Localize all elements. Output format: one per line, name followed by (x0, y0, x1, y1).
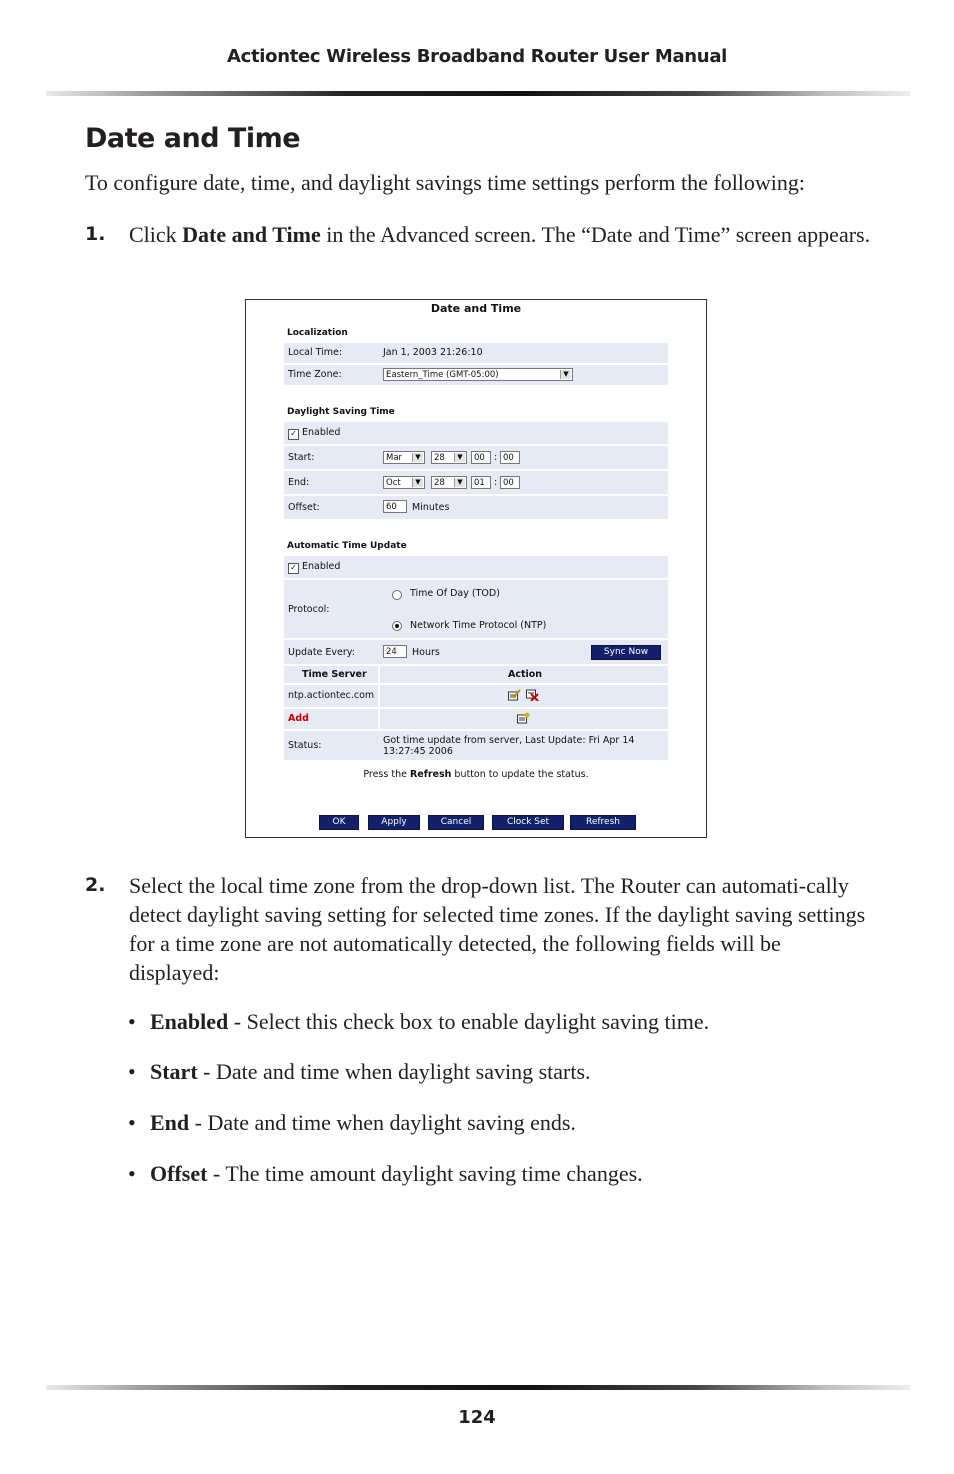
refresh-note: Press the Refresh button to update the status. (363, 769, 589, 780)
chevron-down-icon: ▼ (412, 478, 423, 487)
add-row (284, 709, 668, 731)
step-2 (85, 871, 875, 987)
step-number: 1. (85, 223, 106, 245)
auto-enabled-checkbox[interactable]: ✓ (288, 563, 299, 574)
local-time-row: Local Time: Jan 1, 2003 21:26:10 (284, 343, 668, 365)
dst-end-row: End: Oct ▼ 28 ▼ 01 : 00 (284, 471, 668, 496)
auto-update-heading: Automatic Time Update (287, 541, 407, 551)
tod-radio[interactable] (392, 590, 402, 600)
localization-heading: Localization (287, 328, 348, 338)
dst-offset-row: Offset: 60 Minutes (284, 496, 668, 521)
end-day-select[interactable]: 28 ▼ (431, 476, 467, 489)
add-server-icon[interactable] (517, 712, 530, 723)
ntp-radio[interactable] (392, 621, 402, 631)
chevron-down-icon: ▼ (560, 370, 571, 379)
clock-set-button[interactable]: Clock Set (492, 815, 564, 830)
time-zone-row: Time Zone: Eastern_Time (GMT-05:00) ▼ (284, 365, 668, 387)
dst-enabled-checkbox[interactable]: ✓ (288, 429, 299, 440)
bullet-start: • Start - Date and time when daylight saving starts. (128, 1059, 591, 1084)
bullet-end: • End - Date and time when daylight saving ends. (128, 1110, 576, 1135)
chevron-down-icon: ▼ (454, 453, 465, 462)
dst-heading: Daylight Saving Time (287, 407, 395, 417)
bullet-enabled: • Enabled - Select this check box to enable daylight saving time. (128, 1009, 710, 1034)
footer-rule (46, 1385, 910, 1390)
delete-icon[interactable] (526, 689, 539, 700)
update-every-input[interactable]: 24 (383, 645, 407, 658)
dst-start-row: Start: Mar ▼ 28 ▼ 00 : 00 (284, 446, 668, 471)
edit-icon[interactable] (508, 689, 521, 700)
start-hour-input[interactable]: 00 (471, 451, 491, 464)
start-minute-input[interactable]: 00 (500, 451, 520, 464)
step-text: Click Date and Time in the Advanced screen. The “Date and Time” screen appears. (129, 222, 871, 247)
step-text: Select the local time zone from the drop-down list. The Router can automati-cally detect daylight saving setting for selected time zones. If the daylight saving settings for a time zone are not automatically detected, the following fields will be displayed: (129, 873, 866, 985)
start-day-select[interactable]: 28 ▼ (431, 451, 467, 464)
refresh-button[interactable]: Refresh (570, 815, 636, 830)
chevron-down-icon: ▼ (412, 453, 423, 462)
step-number: 2. (85, 874, 106, 896)
time-zone-select[interactable]: Eastern_Time (GMT-05:00) ▼ (383, 368, 573, 381)
start-month-select[interactable]: Mar ▼ (383, 451, 425, 464)
intro-paragraph: To configure date, time, and daylight savings time settings perform the following: (85, 170, 806, 195)
screen-title: Date and Time (430, 302, 522, 315)
apply-button[interactable]: Apply (368, 815, 420, 830)
auto-enabled-row: ✓ Enabled (284, 556, 668, 580)
bullet-offset: • Offset - The time amount daylight saving time changes. (128, 1161, 643, 1186)
ok-button[interactable]: OK (319, 815, 359, 830)
end-hour-input[interactable]: 01 (471, 476, 491, 489)
offset-input[interactable]: 60 (383, 500, 407, 513)
status-row: Status: Got time update from server, Last Update: Fri Apr 14 13:27:45 2006 (284, 731, 668, 762)
section-title: Date and Time (85, 123, 301, 154)
running-header: Actiontec Wireless Broadband Router User Manual (226, 46, 728, 67)
server-row: ntp.actiontec.com (284, 685, 668, 709)
protocol-row: Protocol: Time Of Day (TOD) Network Time Protocol (NTP) (284, 580, 668, 640)
cancel-button[interactable]: Cancel (428, 815, 484, 830)
end-month-select[interactable]: Oct ▼ (383, 476, 425, 489)
add-link[interactable]: Add (288, 713, 309, 724)
header-rule (46, 91, 910, 96)
dst-enabled-row: ✓ Enabled (284, 422, 668, 446)
chevron-down-icon: ▼ (454, 478, 465, 487)
page-number: 124 (458, 1407, 496, 1428)
step-1 (85, 220, 875, 249)
server-table-header: Time Server Action (284, 666, 668, 685)
date-time-screenshot (245, 299, 707, 838)
update-every-row: Update Every: 24 Hours Sync Now (284, 640, 668, 666)
sync-now-button[interactable]: Sync Now (591, 645, 661, 660)
end-minute-input[interactable]: 00 (500, 476, 520, 489)
